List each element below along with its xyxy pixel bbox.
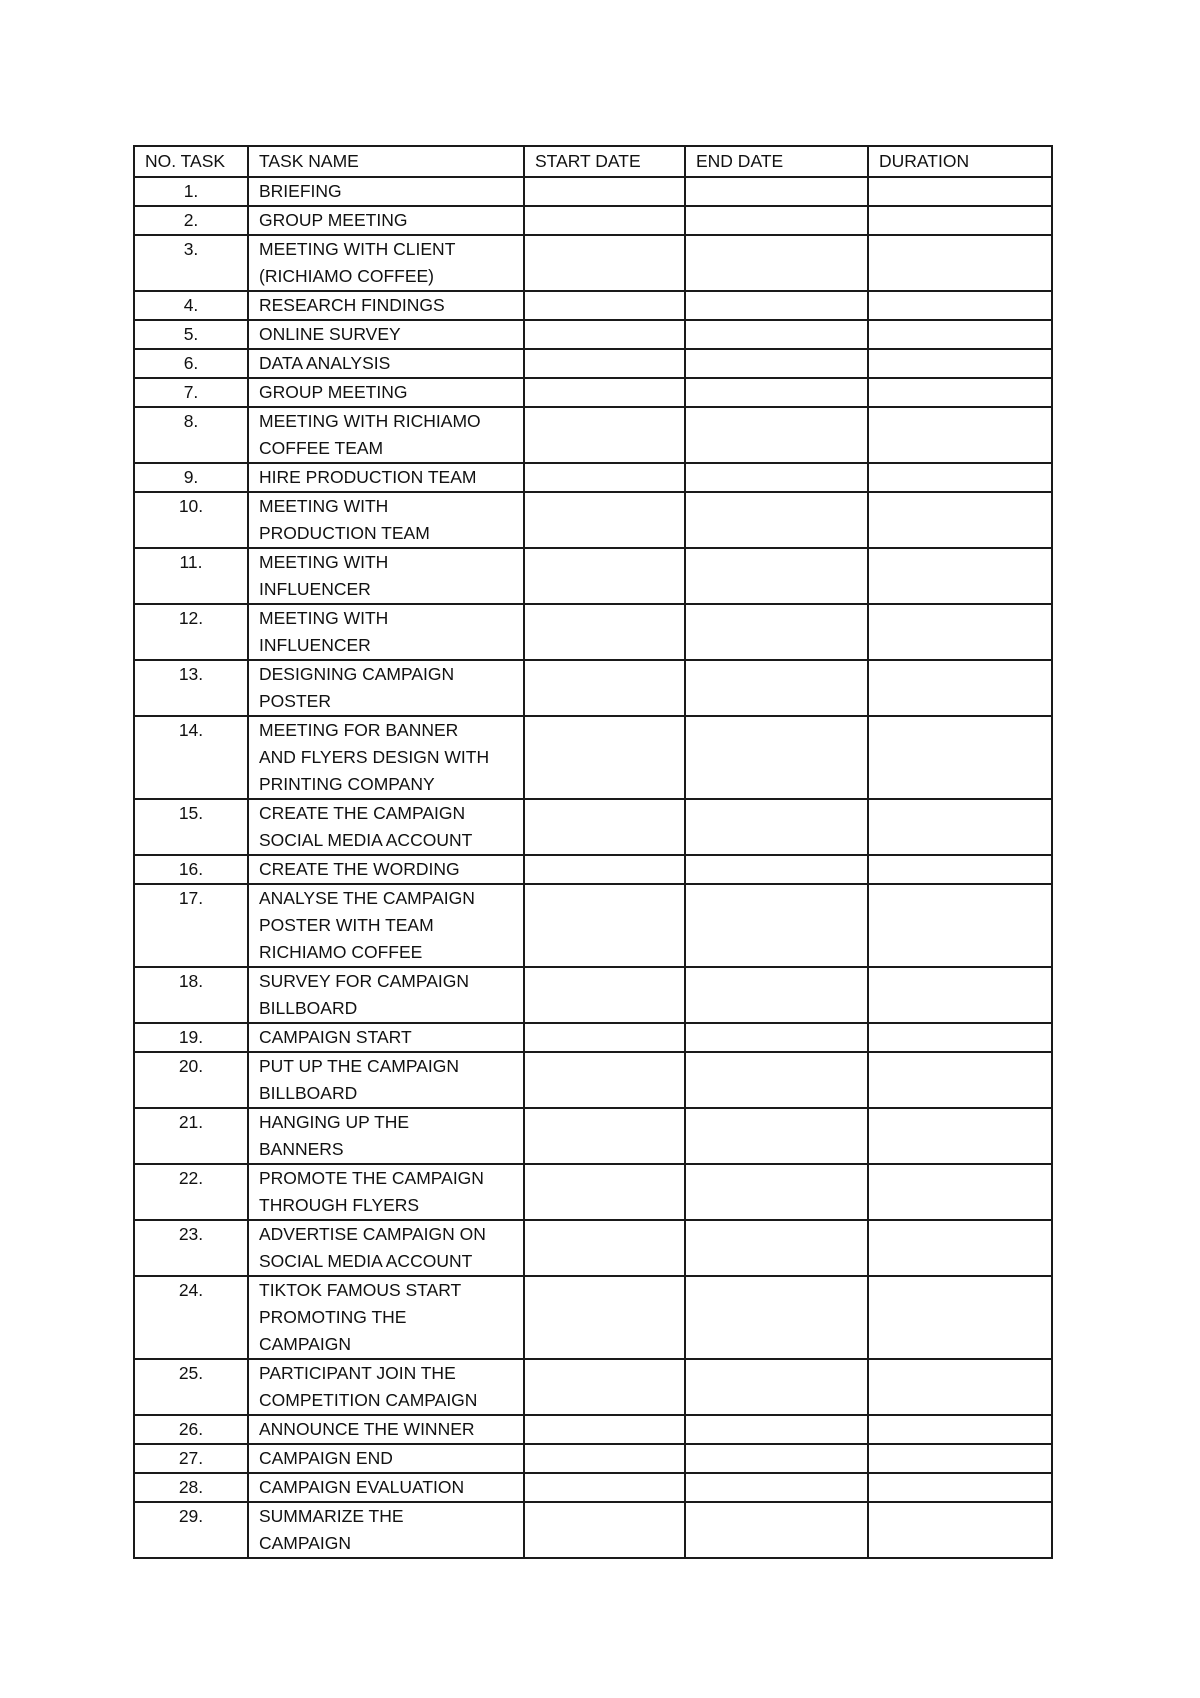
table-row <box>134 463 1052 492</box>
task-name-line: PROMOTE THE CAMPAIGN <box>259 1168 484 1188</box>
task-name-cell <box>248 967 524 1023</box>
duration-cell <box>868 235 1052 291</box>
table-row <box>134 548 1052 604</box>
table-row <box>134 1359 1052 1415</box>
duration-cell <box>868 1276 1052 1359</box>
table-row <box>134 1276 1052 1359</box>
task-name-cell <box>248 349 524 378</box>
duration-cell <box>868 492 1052 548</box>
task-name-cell <box>248 1164 524 1220</box>
task-name-cell <box>248 716 524 799</box>
start-date-cell <box>524 1164 685 1220</box>
start-date-cell <box>524 1473 685 1502</box>
task-name-line: PARTICIPANT JOIN THE <box>259 1363 456 1383</box>
start-date-cell <box>524 378 685 407</box>
task-number: 2. <box>134 206 248 235</box>
start-date-cell <box>524 235 685 291</box>
duration-cell <box>868 855 1052 884</box>
task-name-line: MEETING WITH <box>259 552 389 572</box>
task-name-cell <box>248 1220 524 1276</box>
end-date-cell <box>685 1502 868 1558</box>
task-name-line: PUT UP THE CAMPAIGN <box>259 1056 459 1076</box>
task-name-cell <box>248 1276 524 1359</box>
end-date-cell <box>685 349 868 378</box>
end-date-cell <box>685 1023 868 1052</box>
task-number: 23. <box>134 1220 248 1276</box>
task-name-cell <box>248 320 524 349</box>
task-number: 14. <box>134 716 248 799</box>
task-name-line: PRINTING COMPANY <box>259 774 435 794</box>
end-date-cell <box>685 1359 868 1415</box>
end-date-cell <box>685 320 868 349</box>
task-name-line: BRIEFING <box>259 181 342 201</box>
duration-cell <box>868 1108 1052 1164</box>
table-row <box>134 716 1052 799</box>
task-name-cell <box>248 1415 524 1444</box>
table-row <box>134 492 1052 548</box>
task-name-cell <box>248 1108 524 1164</box>
duration-cell <box>868 967 1052 1023</box>
task-name-cell <box>248 1473 524 1502</box>
task-name-cell <box>248 548 524 604</box>
end-date-cell <box>685 492 868 548</box>
table-row <box>134 1473 1052 1502</box>
table-row <box>134 1023 1052 1052</box>
table-header-row <box>134 146 1052 177</box>
end-date-cell <box>685 799 868 855</box>
start-date-cell <box>524 463 685 492</box>
task-number: 10. <box>134 492 248 548</box>
task-name-line: ANALYSE THE CAMPAIGN <box>259 888 475 908</box>
task-name-line: PROMOTING THE <box>259 1307 407 1327</box>
task-name-cell <box>248 604 524 660</box>
task-name-line: POSTER <box>259 691 331 711</box>
task-name-line: MEETING WITH RICHIAMO <box>259 411 481 431</box>
end-date-cell <box>685 548 868 604</box>
duration-cell <box>868 1502 1052 1558</box>
task-name-line: CAMPAIGN EVALUATION <box>259 1477 465 1497</box>
task-name-line: SUMMARIZE THE <box>259 1506 404 1526</box>
task-name-line: RESEARCH FINDINGS <box>259 295 445 315</box>
end-date-cell <box>685 463 868 492</box>
end-date-cell <box>685 604 868 660</box>
task-number: 26. <box>134 1415 248 1444</box>
duration-cell <box>868 378 1052 407</box>
task-name-line: HIRE PRODUCTION TEAM <box>259 467 477 487</box>
task-name-line: INFLUENCER <box>259 635 371 655</box>
task-name-line: SOCIAL MEDIA ACCOUNT <box>259 1251 473 1271</box>
task-name-line: AND FLYERS DESIGN WITH <box>259 747 490 767</box>
start-date-cell <box>524 320 685 349</box>
task-name-line: DESIGNING CAMPAIGN <box>259 664 455 684</box>
duration-cell <box>868 1415 1052 1444</box>
duration-cell <box>868 407 1052 463</box>
task-name-cell <box>248 855 524 884</box>
start-date-cell <box>524 1415 685 1444</box>
start-date-cell <box>524 884 685 967</box>
end-date-cell <box>685 1164 868 1220</box>
table-row <box>134 855 1052 884</box>
task-number: 12. <box>134 604 248 660</box>
task-name-line: CAMPAIGN END <box>259 1448 393 1468</box>
task-name-cell <box>248 206 524 235</box>
table-row <box>134 967 1052 1023</box>
end-date-cell <box>685 378 868 407</box>
task-name-line: ANNOUNCE THE WINNER <box>259 1419 475 1439</box>
duration-cell <box>868 716 1052 799</box>
duration-cell <box>868 291 1052 320</box>
task-name-line: BILLBOARD <box>259 998 358 1018</box>
start-date-cell <box>524 1108 685 1164</box>
duration-cell <box>868 1023 1052 1052</box>
end-date-cell <box>685 177 868 206</box>
task-name-line: CREATE THE WORDING <box>259 859 460 879</box>
start-date-cell <box>524 548 685 604</box>
task-number: 16. <box>134 855 248 884</box>
start-date-cell <box>524 349 685 378</box>
task-name-cell <box>248 1359 524 1415</box>
task-number: 28. <box>134 1473 248 1502</box>
end-date-cell <box>685 1276 868 1359</box>
start-date-cell <box>524 855 685 884</box>
task-name-line: THROUGH FLYERS <box>259 1195 420 1215</box>
task-number: 5. <box>134 320 248 349</box>
end-date-cell <box>685 884 868 967</box>
end-date-cell <box>685 855 868 884</box>
task-name-line: CAMPAIGN <box>259 1334 352 1354</box>
task-name-line: MEETING FOR BANNER <box>259 720 459 740</box>
task-name-cell <box>248 1023 524 1052</box>
task-name-line: BILLBOARD <box>259 1083 358 1103</box>
task-name-line: SURVEY FOR CAMPAIGN <box>259 971 470 991</box>
task-name-line: MEETING WITH <box>259 496 389 516</box>
end-date-cell <box>685 235 868 291</box>
table-row <box>134 1108 1052 1164</box>
task-number: 27. <box>134 1444 248 1473</box>
task-number: 15. <box>134 799 248 855</box>
table-row <box>134 604 1052 660</box>
task-number: 1. <box>134 177 248 206</box>
table-row <box>134 1164 1052 1220</box>
header-start-date: START DATE <box>524 146 685 177</box>
task-number: 24. <box>134 1276 248 1359</box>
duration-cell <box>868 604 1052 660</box>
task-number: 25. <box>134 1359 248 1415</box>
table-row <box>134 349 1052 378</box>
task-number: 9. <box>134 463 248 492</box>
end-date-cell <box>685 1473 868 1502</box>
duration-cell <box>868 1052 1052 1108</box>
task-number: 17. <box>134 884 248 967</box>
table-row <box>134 378 1052 407</box>
duration-cell <box>868 320 1052 349</box>
duration-cell <box>868 660 1052 716</box>
task-name-line: BANNERS <box>259 1139 344 1159</box>
duration-cell <box>868 206 1052 235</box>
duration-cell <box>868 1359 1052 1415</box>
task-name-line: DATA ANALYSIS <box>259 353 391 373</box>
end-date-cell <box>685 967 868 1023</box>
task-name-line: HANGING UP THE <box>259 1112 410 1132</box>
task-name-cell <box>248 177 524 206</box>
task-name-cell <box>248 378 524 407</box>
start-date-cell <box>524 1359 685 1415</box>
table-row <box>134 884 1052 967</box>
start-date-cell <box>524 967 685 1023</box>
table-row <box>134 1415 1052 1444</box>
task-number: 22. <box>134 1164 248 1220</box>
task-number: 13. <box>134 660 248 716</box>
start-date-cell <box>524 799 685 855</box>
task-number: 6. <box>134 349 248 378</box>
task-name-line: CAMPAIGN <box>259 1533 352 1553</box>
task-number: 4. <box>134 291 248 320</box>
task-number: 7. <box>134 378 248 407</box>
task-name-line: GROUP MEETING <box>259 210 408 230</box>
task-number: 8. <box>134 407 248 463</box>
end-date-cell <box>685 1444 868 1473</box>
task-schedule-table <box>133 145 1053 1559</box>
task-name-line: PRODUCTION TEAM <box>259 523 430 543</box>
start-date-cell <box>524 1502 685 1558</box>
table-row <box>134 1502 1052 1558</box>
task-name-cell <box>248 660 524 716</box>
start-date-cell <box>524 177 685 206</box>
start-date-cell <box>524 660 685 716</box>
task-name-line: ADVERTISE CAMPAIGN ON <box>259 1224 486 1244</box>
duration-cell <box>868 463 1052 492</box>
task-name-line: INFLUENCER <box>259 579 371 599</box>
task-number: 18. <box>134 967 248 1023</box>
header-duration: DURATION <box>868 146 1052 177</box>
table-row <box>134 320 1052 349</box>
start-date-cell <box>524 1220 685 1276</box>
duration-cell <box>868 1444 1052 1473</box>
task-name-cell <box>248 1052 524 1108</box>
task-name-cell <box>248 291 524 320</box>
table-row <box>134 660 1052 716</box>
task-name-line: GROUP MEETING <box>259 382 408 402</box>
task-rows <box>134 177 1052 1558</box>
task-name-line: RICHIAMO COFFEE <box>259 942 423 962</box>
duration-cell <box>868 349 1052 378</box>
table-row <box>134 799 1052 855</box>
table-row <box>134 1220 1052 1276</box>
end-date-cell <box>685 206 868 235</box>
header-task-name: TASK NAME <box>248 146 524 177</box>
start-date-cell <box>524 291 685 320</box>
header-end-date: END DATE <box>685 146 868 177</box>
task-name-cell <box>248 235 524 291</box>
end-date-cell <box>685 716 868 799</box>
start-date-cell <box>524 407 685 463</box>
task-name-line: COFFEE TEAM <box>259 438 384 458</box>
end-date-cell <box>685 1220 868 1276</box>
task-name-cell <box>248 1502 524 1558</box>
task-name-line: MEETING WITH CLIENT <box>259 239 456 259</box>
table-row <box>134 1444 1052 1473</box>
duration-cell <box>868 1220 1052 1276</box>
duration-cell <box>868 1164 1052 1220</box>
task-name-cell <box>248 884 524 967</box>
start-date-cell <box>524 1276 685 1359</box>
task-name-line: SOCIAL MEDIA ACCOUNT <box>259 830 473 850</box>
task-name-line: CAMPAIGN START <box>259 1027 412 1047</box>
task-name-line: ONLINE SURVEY <box>259 324 401 344</box>
duration-cell <box>868 884 1052 967</box>
end-date-cell <box>685 1052 868 1108</box>
table-row <box>134 291 1052 320</box>
task-number: 29. <box>134 1502 248 1558</box>
duration-cell <box>868 799 1052 855</box>
duration-cell <box>868 548 1052 604</box>
duration-cell <box>868 1473 1052 1502</box>
start-date-cell <box>524 1023 685 1052</box>
task-name-cell <box>248 492 524 548</box>
start-date-cell <box>524 1444 685 1473</box>
task-name-line: MEETING WITH <box>259 608 389 628</box>
task-name-cell <box>248 1444 524 1473</box>
task-name-line: TIKTOK FAMOUS START <box>259 1280 462 1300</box>
header-no-task: NO. TASK <box>134 146 248 177</box>
task-number: 3. <box>134 235 248 291</box>
task-name-line: CREATE THE CAMPAIGN <box>259 803 466 823</box>
end-date-cell <box>685 1415 868 1444</box>
task-number: 21. <box>134 1108 248 1164</box>
task-name-cell <box>248 463 524 492</box>
end-date-cell <box>685 291 868 320</box>
task-name-cell <box>248 799 524 855</box>
task-number: 20. <box>134 1052 248 1108</box>
task-name-line: COMPETITION CAMPAIGN <box>259 1390 478 1410</box>
start-date-cell <box>524 206 685 235</box>
table-row <box>134 177 1052 206</box>
table-row <box>134 1052 1052 1108</box>
start-date-cell <box>524 716 685 799</box>
duration-cell <box>868 177 1052 206</box>
task-number: 19. <box>134 1023 248 1052</box>
task-name-line: (RICHIAMO COFFEE) <box>259 266 434 286</box>
end-date-cell <box>685 1108 868 1164</box>
table-row <box>134 206 1052 235</box>
table-row <box>134 235 1052 291</box>
end-date-cell <box>685 407 868 463</box>
end-date-cell <box>685 660 868 716</box>
task-number: 11. <box>134 548 248 604</box>
task-name-cell <box>248 407 524 463</box>
start-date-cell <box>524 604 685 660</box>
table-row <box>134 407 1052 463</box>
start-date-cell <box>524 1052 685 1108</box>
task-name-line: POSTER WITH TEAM <box>259 915 434 935</box>
start-date-cell <box>524 492 685 548</box>
